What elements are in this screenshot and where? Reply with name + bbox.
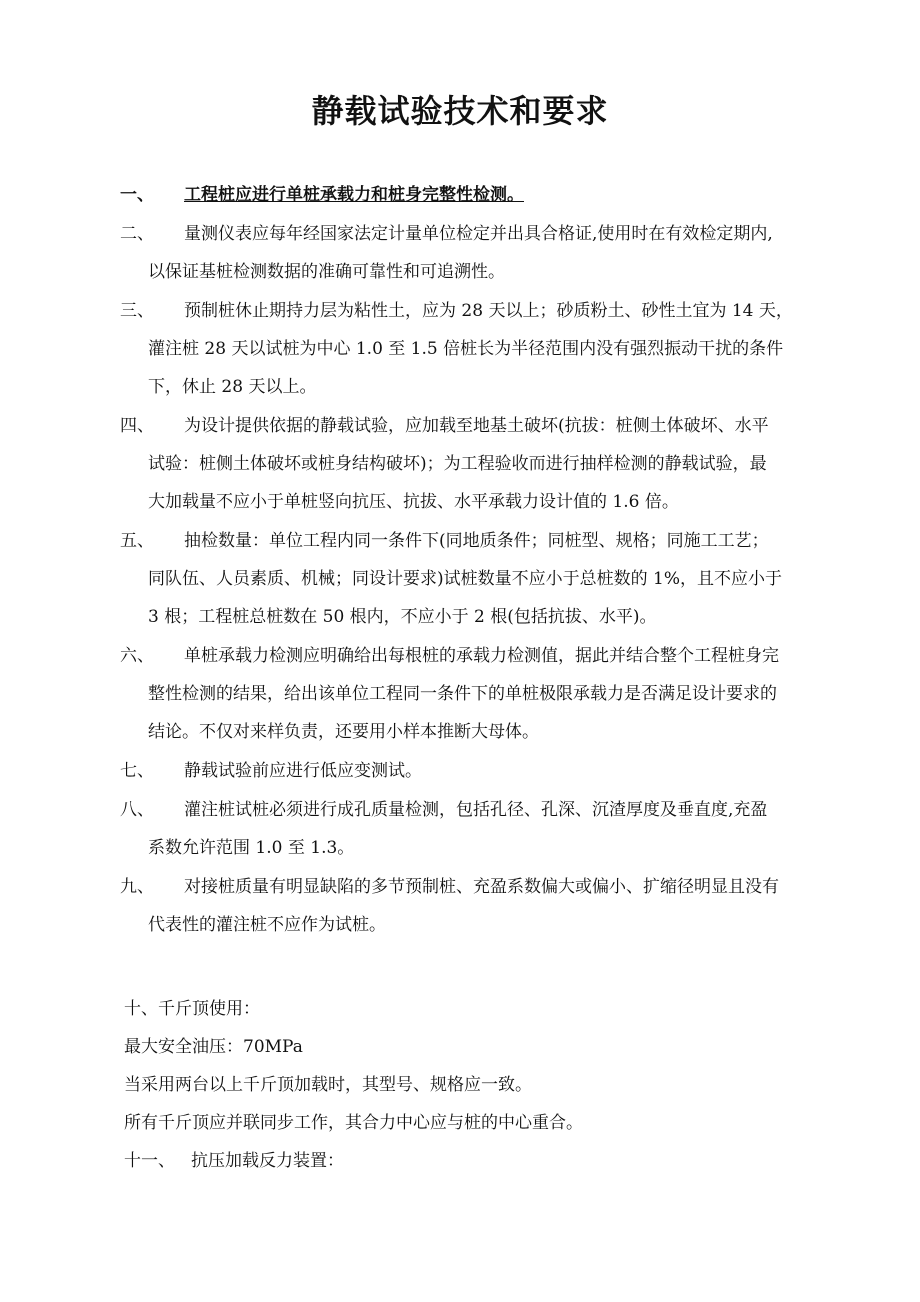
list-item-number: 一、 — [120, 185, 154, 205]
list-item — [120, 791, 835, 867]
list-item-line: 试验：桩侧土体破坏或桩身结构破坏)；为工程验收而进行抽样检测的静载试验，最 — [148, 454, 767, 474]
list-item-number: 四、 — [120, 416, 154, 436]
list-item-line: 灌注桩 28 天以试桩为中心 1.0 至 1.5 倍桩长为半径范围内没有强烈振动干扰的条件 — [148, 339, 784, 359]
list-item-line: 结论。不仅对来样负责，还要用小样本推断大母体。 — [148, 722, 539, 742]
list-item-text — [148, 868, 835, 944]
jack-heading: 十、千斤顶使用： — [124, 999, 260, 1019]
list-item-text — [184, 176, 835, 214]
list-item-line: 代表性的灌注桩不应作为试桩。 — [148, 915, 386, 935]
list-item-line: 抽检数量：单位工程内同一条件下(同地质条件；同桩型、规格；同施工工艺； — [184, 531, 769, 551]
list-item-line: 对接桩质量有明显缺陷的多节预制桩、充盈系数偏大或偏小、扩缩径明显且没有 — [184, 877, 779, 897]
list-item-number: 七、 — [120, 761, 154, 781]
list-item-line: 3 根；工程桩总桩数在 50 根内，不应小于 2 根(包括抗拔、水平)。 — [148, 607, 657, 627]
reaction-num: 十一、 — [124, 1151, 175, 1171]
list-item-line: 单桩承载力检测应明确给出每根桩的承载力检测值，据此并结合整个工程桩身完 — [184, 646, 779, 666]
list-item-line: 预制桩休止期持力层为粘性土，应为 28 天以上；砂质粉土、砂性土宜为 14 天， — [184, 301, 793, 321]
list-item-line: 整性检测的结果，给出该单位工程同一条件下的单桩极限承载力是否满足设计要求的 — [148, 684, 777, 704]
list-item-text — [148, 292, 835, 406]
list-item-number: 五、 — [120, 531, 154, 551]
page-title: 静载试验技术和要求 — [311, 92, 609, 130]
list-item — [120, 215, 835, 291]
list-item — [120, 292, 835, 406]
list-item-number: 三、 — [120, 301, 154, 321]
list-item-line: 量测仪表应每年经国家法定计量单位检定并出具合格证,使用时在有效检定期内, — [184, 224, 773, 244]
list-item — [120, 407, 835, 521]
list-item-text — [148, 522, 835, 636]
reaction-text: 抗压加载反力装置： — [191, 1151, 344, 1171]
list-item-line: 静载试验前应进行低应变测试。 — [184, 761, 422, 781]
list-item-line: 工程桩应进行单桩承载力和桩身完整性检测。 — [184, 185, 524, 205]
list-item — [120, 637, 835, 751]
list-item-text — [184, 752, 835, 790]
reaction-heading — [124, 1142, 344, 1180]
list-item — [120, 752, 835, 790]
list-item-line: 灌注桩试桩必须进行成孔质量检测，包括孔径、孔深、沉渣厚度及垂直度,充盈 — [184, 800, 768, 820]
list-item-text — [148, 637, 835, 751]
list-item-line: 同队伍、人员素质、机械；同设计要求)试桩数量不应小于总桩数的 1%，且不应小于 — [148, 569, 783, 589]
jack-line-2: 当采用两台以上千斤顶加载时，其型号、规格应一致。 — [124, 1075, 532, 1095]
jack-line-3: 所有千斤顶应并联同步工作，其合力中心应与桩的中心重合。 — [124, 1113, 583, 1133]
list-item-text — [148, 407, 835, 521]
list-item-number: 二、 — [120, 224, 154, 244]
list-item-number: 六、 — [120, 646, 154, 666]
list-item-line: 为设计提供依据的静载试验，应加载至地基土破坏(抗拔：桩侧土体破坏、水平 — [184, 416, 769, 436]
list-item-text — [148, 791, 835, 867]
list-item-text — [148, 215, 835, 291]
list-item — [120, 176, 835, 214]
jack-line-1: 最大安全油压：70MPa — [124, 1037, 303, 1057]
list-item — [120, 522, 835, 636]
list-item-line: 大加载量不应小于单桩竖向抗压、抗拔、水平承载力设计值的 1.6 倍。 — [148, 492, 679, 512]
list-item-line: 以保证基桩检测数据的准确可靠性和可追溯性。 — [148, 262, 505, 282]
list-item-number: 八、 — [120, 800, 154, 820]
list-item-line: 下，休止 28 天以上。 — [148, 377, 317, 397]
list-item-number: 九、 — [120, 877, 154, 897]
list-item — [120, 868, 835, 944]
list-item-line: 系数允许范围 1.0 至 1.3。 — [148, 838, 355, 858]
